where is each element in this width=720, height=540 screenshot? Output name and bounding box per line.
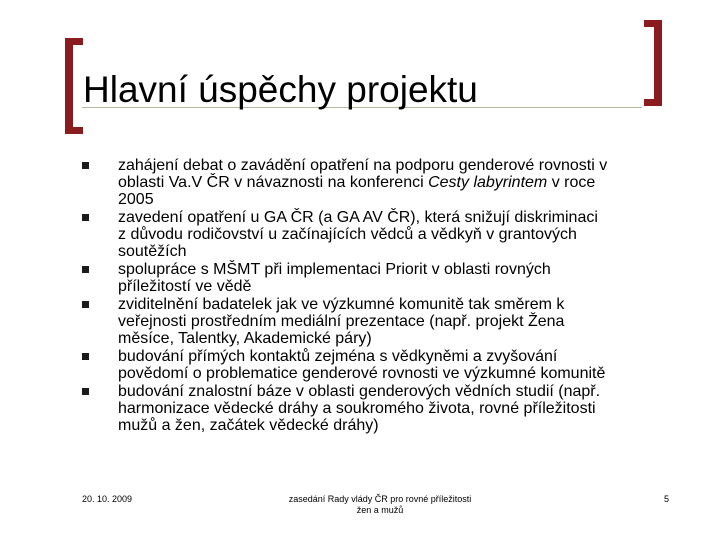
slide-title: Hlavní úspěchy projektu — [83, 69, 478, 110]
bullet-text: oblasti Va.V ČR v návaznosti na konferenci — [118, 174, 429, 191]
square-bullet-icon — [82, 162, 89, 169]
bullet-text: mužů a žen, začátek vědecké dráhy) — [118, 417, 379, 434]
bullet-line — [118, 157, 682, 174]
bullet-text: z důvodu rodičovství u začínajících vědců a vědkyň v grantových — [118, 226, 577, 243]
bullet-line — [118, 243, 682, 260]
bullet-text: soutěžích — [118, 243, 187, 260]
bullet-text: v roce — [547, 174, 596, 191]
right-bracket-bottom — [644, 99, 662, 106]
footer-caption — [220, 494, 540, 516]
square-bullet-icon — [82, 353, 89, 360]
bullet-item — [82, 157, 682, 208]
bullet-text: zahájení debat o zavádění opatření na podporu genderové rovnosti v — [118, 157, 608, 174]
bullet-line — [118, 348, 682, 365]
footer-caption-line2: žen a mužů — [356, 505, 404, 515]
bullet-item — [82, 261, 682, 295]
bullet-text: veřejnosti prostředním mediální prezentace (např. projekt Žena — [118, 313, 565, 330]
bullet-line — [118, 226, 682, 243]
bullet-text: budování znalostní báze v oblasti genderových vědních studií (např. — [118, 383, 601, 400]
right-bracket-top — [644, 20, 662, 27]
bullet-line — [118, 174, 682, 191]
bullet-line — [118, 191, 682, 208]
footer-date: 20. 10. 2009 — [82, 494, 133, 504]
bullet-item — [82, 209, 682, 260]
square-bullet-icon — [82, 214, 89, 221]
bullet-text: 2005 — [118, 191, 154, 208]
bullet-line — [118, 330, 682, 347]
left-bracket-decoration — [65, 38, 73, 134]
bullet-text: spolupráce s MŠMT při implementaci Priorit v oblasti rovných — [118, 261, 551, 278]
bullet-line — [118, 383, 682, 400]
bullet-text: povědomí o problematice genderové rovnosti ve výzkumné komunitě — [118, 365, 606, 382]
bullet-text: budování přímých kontaktů zejména s vědkyněmi a zvyšování — [118, 348, 558, 365]
bullet-line — [118, 278, 682, 295]
bullet-text: měsíce, Talentky, Akademické páry) — [118, 330, 372, 347]
bullet-line — [118, 400, 682, 417]
bullet-line — [118, 261, 682, 278]
bullet-line — [118, 209, 682, 226]
bullet-list — [82, 157, 682, 435]
footer-caption-line1: zasedání Rady vlády ČR pro rovné příležitosti — [288, 494, 472, 504]
bullet-line — [118, 365, 682, 382]
bullet-item — [82, 348, 682, 382]
bullet-text: zavedení opatření u GA ČR (a GA AV ČR), která snižují diskriminaci — [118, 209, 598, 226]
page-number: 5 — [664, 494, 670, 504]
bullet-text: zviditelnění badatelek jak ve výzkumné komunitě tak směrem k — [118, 296, 565, 313]
square-bullet-icon — [82, 301, 89, 308]
bullet-text: příležitostí ve vědě — [118, 278, 252, 295]
bullet-item — [82, 383, 682, 434]
square-bullet-icon — [82, 388, 89, 395]
conference-name: Cesty labyrintem — [428, 174, 548, 191]
bullet-line — [118, 417, 682, 434]
bullet-text: harmonizace vědecké dráhy a soukromého života, rovné příležitosti — [118, 400, 596, 417]
left-bracket-bottom — [65, 127, 83, 134]
left-bracket-top — [65, 38, 83, 45]
bullet-line — [118, 313, 682, 330]
bullet-line — [118, 296, 682, 313]
right-bracket-decoration — [654, 20, 662, 106]
square-bullet-icon — [82, 266, 89, 273]
bullet-item — [82, 296, 682, 347]
